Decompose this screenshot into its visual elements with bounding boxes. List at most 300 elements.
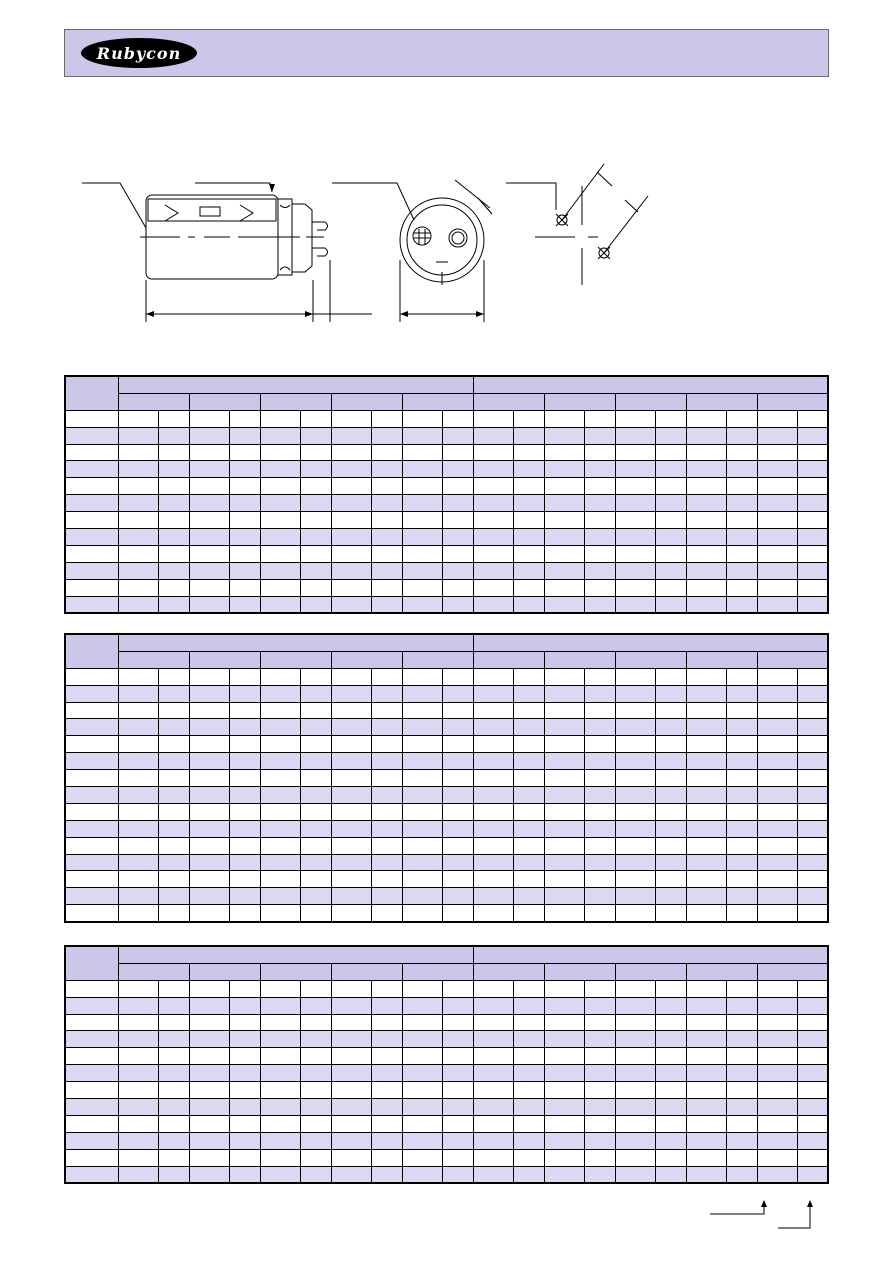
- table-cell: [260, 579, 300, 596]
- table-cell: [513, 702, 544, 719]
- table-cell: [189, 888, 229, 905]
- table-cell: [686, 753, 726, 770]
- table-cell: [260, 980, 300, 997]
- table-header-row: [65, 376, 828, 393]
- table-cell: [118, 427, 158, 444]
- table-cell: [229, 1099, 260, 1116]
- table-cell: [797, 1031, 828, 1048]
- table-row: [65, 736, 828, 753]
- table-cell: [615, 495, 655, 512]
- table-cell: [726, 1082, 757, 1099]
- table-cell: [118, 719, 158, 736]
- table-cell: [584, 1082, 615, 1099]
- table-cell: [726, 753, 757, 770]
- table-cell: [686, 1132, 726, 1149]
- table-cell: [118, 410, 158, 427]
- table-cell: [118, 905, 158, 922]
- table-cell: [402, 871, 442, 888]
- header-voltage-cell: [686, 393, 757, 410]
- table-cell: [655, 980, 686, 997]
- table-cell: [686, 787, 726, 804]
- table-cell: [229, 1115, 260, 1132]
- table-cell: [513, 596, 544, 613]
- table-cell: [331, 668, 371, 685]
- table-cell: [615, 1115, 655, 1132]
- table-cell: [473, 562, 513, 579]
- table-cell: [615, 770, 655, 787]
- table-cell: [229, 980, 260, 997]
- header-voltage-cell: [473, 393, 544, 410]
- table-cell: [757, 1065, 797, 1082]
- table-cell: [331, 997, 371, 1014]
- table-cell: [513, 478, 544, 495]
- table-cell: [260, 1048, 300, 1065]
- table-cell: [118, 871, 158, 888]
- table-cell: [797, 427, 828, 444]
- table-cell: [189, 685, 229, 702]
- table-cell: [686, 579, 726, 596]
- table-cell: [584, 837, 615, 854]
- table-row: [65, 888, 828, 905]
- footer-arrows: [700, 1198, 830, 1232]
- table-cell: [300, 980, 331, 997]
- table-cell: [331, 1014, 371, 1031]
- table-cell: [300, 545, 331, 562]
- table-cell: [189, 410, 229, 427]
- table-cell: [513, 736, 544, 753]
- table-cell: [655, 529, 686, 546]
- table-cell: [118, 854, 158, 871]
- table-cell: [260, 837, 300, 854]
- table-cell: [726, 787, 757, 804]
- table-cell: [371, 905, 402, 922]
- header-voltage-cell: [686, 651, 757, 668]
- table-cell: [229, 820, 260, 837]
- table-cell: [331, 596, 371, 613]
- table-cell: [260, 871, 300, 888]
- table-cell: [544, 529, 584, 546]
- table-cell: [65, 495, 118, 512]
- table-cell: [229, 545, 260, 562]
- table-cell: [686, 529, 726, 546]
- table-cell: [158, 410, 189, 427]
- table-cell: [260, 1082, 300, 1099]
- table-cell: [402, 787, 442, 804]
- table-cell: [331, 495, 371, 512]
- table-cell: [513, 888, 544, 905]
- table-cell: [757, 997, 797, 1014]
- table-row: [65, 1065, 828, 1082]
- table-cell: [260, 770, 300, 787]
- table-cell: [118, 1099, 158, 1116]
- table-cell: [442, 529, 473, 546]
- table-cell: [655, 579, 686, 596]
- table-cell: [584, 461, 615, 478]
- table-cell: [260, 854, 300, 871]
- table-cell: [442, 719, 473, 736]
- table-cell: [726, 980, 757, 997]
- table-cell: [229, 1132, 260, 1149]
- table-cell: [65, 702, 118, 719]
- table-cell: [513, 1014, 544, 1031]
- table-row: [65, 1082, 828, 1099]
- table-cell: [686, 461, 726, 478]
- table-cell: [686, 1115, 726, 1132]
- table-cell: [118, 837, 158, 854]
- table-cell: [473, 980, 513, 997]
- table-cell: [655, 854, 686, 871]
- table-cell: [65, 668, 118, 685]
- table-cell: [371, 529, 402, 546]
- header-voltage-cell: [331, 393, 402, 410]
- table-cell: [655, 1065, 686, 1082]
- table-cell: [331, 427, 371, 444]
- table-cell: [726, 1115, 757, 1132]
- table-cell: [686, 871, 726, 888]
- table-cell: [726, 719, 757, 736]
- table-cell: [442, 753, 473, 770]
- table-cell: [726, 905, 757, 922]
- table-cell: [655, 702, 686, 719]
- table-cell: [442, 803, 473, 820]
- table-cell: [757, 905, 797, 922]
- table-cell: [442, 562, 473, 579]
- table-row: [65, 685, 828, 702]
- brand-text: Rubycon: [96, 43, 182, 63]
- table-cell: [371, 410, 402, 427]
- table-cell: [300, 1132, 331, 1149]
- table-cell: [757, 1048, 797, 1065]
- table-cell: [797, 905, 828, 922]
- table-cell: [473, 1014, 513, 1031]
- table-cell: [442, 1166, 473, 1183]
- table-row: [65, 837, 828, 854]
- table-cell: [158, 579, 189, 596]
- table-cell: [584, 719, 615, 736]
- table-cell: [726, 888, 757, 905]
- table-cell: [584, 1048, 615, 1065]
- table-cell: [158, 820, 189, 837]
- table-cell: [260, 596, 300, 613]
- table-cell: [655, 512, 686, 529]
- table-cell: [757, 1031, 797, 1048]
- table-cell: [797, 803, 828, 820]
- table-cell: [615, 905, 655, 922]
- table-cell: [615, 1031, 655, 1048]
- table-cell: [229, 997, 260, 1014]
- table-cell: [513, 905, 544, 922]
- table-cell: [544, 888, 584, 905]
- table-cell: [513, 1048, 544, 1065]
- table-cell: [402, 753, 442, 770]
- table-cell: [331, 685, 371, 702]
- table-cell: [757, 1014, 797, 1031]
- table-cell: [584, 1065, 615, 1082]
- table-cell: [158, 596, 189, 613]
- table-header-row: [65, 634, 828, 651]
- table-cell: [757, 1082, 797, 1099]
- table-cell: [371, 803, 402, 820]
- table-cell: [118, 444, 158, 461]
- table-subheader-row: [65, 393, 828, 410]
- table-cell: [615, 871, 655, 888]
- table-cell: [189, 668, 229, 685]
- table-cell: [189, 854, 229, 871]
- table-cell: [473, 736, 513, 753]
- table-cell: [757, 803, 797, 820]
- table-cell: [442, 685, 473, 702]
- table-cell: [757, 495, 797, 512]
- table-cell: [797, 980, 828, 997]
- table-cell: [615, 668, 655, 685]
- table-cell: [158, 1082, 189, 1099]
- table-cell: [473, 820, 513, 837]
- table-cell: [371, 1099, 402, 1116]
- table-cell: [158, 803, 189, 820]
- table-cell: [473, 579, 513, 596]
- table-cell: [686, 1166, 726, 1183]
- rating-table-1: [64, 375, 829, 614]
- table-cell: [65, 888, 118, 905]
- table-cell: [615, 427, 655, 444]
- table-cell: [229, 905, 260, 922]
- table-cell: [260, 736, 300, 753]
- table-cell: [442, 1048, 473, 1065]
- table-cell: [686, 478, 726, 495]
- table-cell: [260, 495, 300, 512]
- header-voltage-cell: [544, 651, 615, 668]
- header-voltage-cell: [615, 393, 686, 410]
- table-subheader-row: [65, 963, 828, 980]
- table-cell: [797, 579, 828, 596]
- table-cell: [371, 461, 402, 478]
- table-cell: [189, 512, 229, 529]
- table-cell: [544, 1048, 584, 1065]
- table-cell: [544, 495, 584, 512]
- table-cell: [726, 1031, 757, 1048]
- table-cell: [686, 1065, 726, 1082]
- table-cell: [442, 1014, 473, 1031]
- table-cell: [513, 668, 544, 685]
- table-cell: [797, 1115, 828, 1132]
- table-row: [65, 512, 828, 529]
- table-cell: [615, 980, 655, 997]
- table-cell: [757, 668, 797, 685]
- table-cell: [797, 820, 828, 837]
- table-cell: [513, 461, 544, 478]
- table-cell: [402, 905, 442, 922]
- table-cell: [402, 444, 442, 461]
- table-cell: [655, 1031, 686, 1048]
- table-cell: [402, 854, 442, 871]
- table-cell: [686, 1099, 726, 1116]
- table-cell: [757, 444, 797, 461]
- header-group-cell: [473, 634, 828, 651]
- table-cell: [615, 478, 655, 495]
- header-voltage-cell: [473, 651, 544, 668]
- table-cell: [65, 579, 118, 596]
- table-cell: [655, 871, 686, 888]
- table-cell: [726, 871, 757, 888]
- table-cell: [473, 444, 513, 461]
- table-cell: [260, 444, 300, 461]
- table-cell: [189, 1115, 229, 1132]
- table-cell: [726, 461, 757, 478]
- table-cell: [513, 854, 544, 871]
- table-cell: [655, 770, 686, 787]
- table-cell: [513, 427, 544, 444]
- table-row: [65, 1099, 828, 1116]
- table-row: [65, 997, 828, 1014]
- table-cell: [300, 787, 331, 804]
- table-cell: [331, 803, 371, 820]
- table-cell: [158, 1048, 189, 1065]
- table-cell: [402, 1115, 442, 1132]
- table-cell: [473, 529, 513, 546]
- table-cell: [442, 787, 473, 804]
- table-cell: [473, 1132, 513, 1149]
- table-cell: [797, 787, 828, 804]
- table-cell: [189, 719, 229, 736]
- table-cell: [118, 820, 158, 837]
- table-cell: [300, 1166, 331, 1183]
- table-cell: [442, 1115, 473, 1132]
- table-cell: [757, 1132, 797, 1149]
- table-cell: [402, 579, 442, 596]
- table-row: [65, 1115, 828, 1132]
- table-cell: [158, 719, 189, 736]
- terminal-layout-view: [506, 164, 648, 285]
- table-cell: [442, 410, 473, 427]
- table-cell: [300, 905, 331, 922]
- table-cell: [544, 803, 584, 820]
- table-cell: [260, 702, 300, 719]
- table-cell: [331, 770, 371, 787]
- table-cell: [300, 1065, 331, 1082]
- table-cell: [158, 888, 189, 905]
- table-cell: [655, 495, 686, 512]
- table-cell: [189, 736, 229, 753]
- table-cell: [65, 461, 118, 478]
- table-row: [65, 1031, 828, 1048]
- table-cell: [513, 871, 544, 888]
- table-cell: [615, 685, 655, 702]
- table-cell: [300, 736, 331, 753]
- table-cell: [615, 562, 655, 579]
- table-cell: [726, 820, 757, 837]
- header-voltage-cell: [757, 651, 828, 668]
- table-cell: [686, 685, 726, 702]
- table-cell: [65, 1099, 118, 1116]
- table-cell: [158, 1149, 189, 1166]
- table-cell: [473, 1099, 513, 1116]
- table-cell: [402, 461, 442, 478]
- header-voltage-cell: [331, 651, 402, 668]
- table-cell: [300, 529, 331, 546]
- table-cell: [65, 427, 118, 444]
- table-cell: [402, 837, 442, 854]
- table-cell: [726, 579, 757, 596]
- table-cell: [544, 562, 584, 579]
- table-cell: [615, 461, 655, 478]
- table-cell: [584, 1014, 615, 1031]
- table-cell: [757, 820, 797, 837]
- table-row: [65, 980, 828, 997]
- table-cell: [189, 787, 229, 804]
- table-cell: [260, 1065, 300, 1082]
- table-cell: [442, 461, 473, 478]
- table-cell: [686, 803, 726, 820]
- table-cell: [544, 997, 584, 1014]
- table-cell: [584, 410, 615, 427]
- table-cell: [797, 719, 828, 736]
- table-cell: [584, 579, 615, 596]
- table-cell: [65, 736, 118, 753]
- table-cell: [189, 562, 229, 579]
- table-cell: [260, 685, 300, 702]
- table-cell: [473, 770, 513, 787]
- table-cell: [300, 888, 331, 905]
- table-cell: [118, 685, 158, 702]
- table-cell: [158, 461, 189, 478]
- table-cell: [371, 668, 402, 685]
- table-cell: [513, 1065, 544, 1082]
- table-cell: [797, 529, 828, 546]
- table-cell: [331, 854, 371, 871]
- table-cell: [442, 1149, 473, 1166]
- table-cell: [402, 1149, 442, 1166]
- table-cell: [331, 820, 371, 837]
- table-cell: [371, 562, 402, 579]
- table-cell: [584, 1132, 615, 1149]
- table-cell: [513, 1132, 544, 1149]
- table-cell: [655, 1014, 686, 1031]
- table-cell: [615, 787, 655, 804]
- table-cell: [473, 837, 513, 854]
- table-cell: [371, 837, 402, 854]
- table-cell: [686, 596, 726, 613]
- table-cell: [584, 820, 615, 837]
- table-cell: [797, 997, 828, 1014]
- table-cell: [300, 803, 331, 820]
- header-voltage-cell: [118, 963, 189, 980]
- table-cell: [189, 1014, 229, 1031]
- table-cell: [260, 820, 300, 837]
- table-cell: [65, 787, 118, 804]
- table-cell: [584, 702, 615, 719]
- table-cell: [158, 980, 189, 997]
- table-cell: [260, 997, 300, 1014]
- header-voltage-cell: [615, 963, 686, 980]
- table-cell: [615, 596, 655, 613]
- table-cell: [726, 668, 757, 685]
- table-cell: [726, 529, 757, 546]
- table-row: [65, 461, 828, 478]
- table-row: [65, 1132, 828, 1149]
- table-cell: [229, 596, 260, 613]
- table-cell: [442, 854, 473, 871]
- table-cell: [615, 753, 655, 770]
- table-cell: [442, 545, 473, 562]
- table-cell: [402, 596, 442, 613]
- table-cell: [442, 702, 473, 719]
- table-cell: [229, 1048, 260, 1065]
- table-cell: [331, 905, 371, 922]
- table-cell: [118, 579, 158, 596]
- capacitor-side-view: [82, 183, 372, 322]
- header-voltage-cell: [757, 963, 828, 980]
- table-cell: [513, 1082, 544, 1099]
